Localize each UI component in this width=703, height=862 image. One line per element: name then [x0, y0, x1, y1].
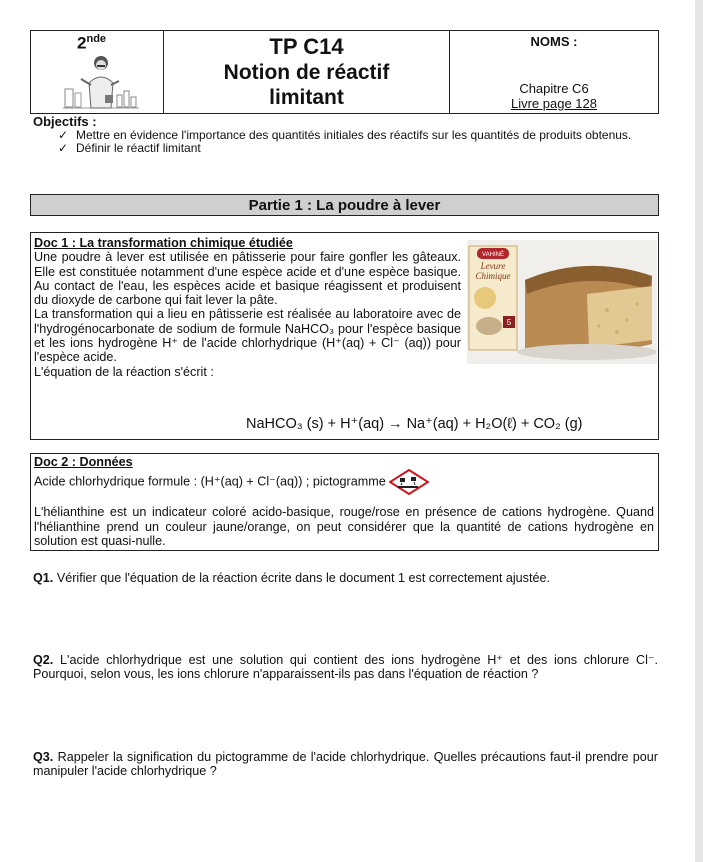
doc1-paragraph-3: L'équation de la réaction s'écrit : [34, 364, 214, 379]
book-page-label: Livre page 128 [510, 96, 597, 111]
objectives-list [58, 129, 658, 155]
package-brand: VAHINÉ [482, 252, 504, 258]
acid-formula-text: Acide chlorhydrique formule : (H⁺(aq) + Cl⁻(aq)) ; pictogramme [34, 474, 386, 489]
question-1: Q1. Vérifier que l'équation de la réaction écrite dans le document 1 est correctement ajustée. [33, 571, 550, 585]
package-line1: Levure [480, 261, 506, 271]
viewer-scroll-edge [695, 0, 703, 862]
doc2-title: Doc 2 : Données [34, 455, 133, 469]
checkmark-icon: ✓ [58, 141, 69, 155]
objective-item: ✓ Définir le réactif limitant [58, 141, 201, 155]
doc1-box [30, 232, 659, 440]
tp-code: TP C14 [269, 34, 344, 59]
corrosive-pictogram-icon [389, 469, 429, 495]
package-line2: Chimique [475, 271, 511, 281]
tp-title-line1: Notion de réactif [223, 61, 390, 84]
doc1-title: Doc 1 : La transformation chimique étudiée [34, 236, 293, 250]
package-count: 5 [506, 318, 512, 327]
question-2: Q2. L'acide chlorhydrique est une solution qui contient des ions hydrogène H⁺ et des ions chlorure Cl⁻. Pourquoi, selon vous, les ions chlorure n'apparaissent-ils pas dans l'équation de réaction ? [33, 653, 659, 682]
chemist-illustration [61, 53, 141, 111]
helianthine-paragraph: L'hélianthine est un indicateur coloré acido-basique, rouge/rose en présence de cations hydrogène. Quand l'hélianthine prend un couleur jaune/orange, on peut considérer que la quantité de cations hydrogène en solution est quasi-nulle. [34, 505, 654, 548]
part1-heading: Partie 1 : La poudre à lever [30, 194, 659, 216]
header-info-cell [450, 31, 658, 113]
class-level: 2nde [77, 33, 107, 53]
checkmark-icon: ✓ [58, 128, 69, 142]
doc1-paragraph-2: La transformation qui a lieu en pâtisserie est réalisée au laboratoire avec de l'hydrogénocarbonate de sodium de formule NaHCO₃ pour l'espèce basique et les ions hydrogène H⁺ de l'acide chlorhydrique (H⁺(aq) + Cl⁻ (aq)) pour l'espèce acide. [34, 307, 461, 365]
header-title-cell [164, 31, 450, 113]
objective-item: ✓ Mettre en évidence l'importance des quantités initiales des réactifs sur les quantités de produits obtenus. [58, 128, 632, 142]
names-label: NOMS : [530, 34, 578, 49]
objectives-title: Objectifs : [33, 114, 97, 129]
reaction-equation: NaHCO₃ (s) + H⁺(aq) → Na⁺(aq) + H₂O(ℓ) + CO₂ (g) [246, 416, 583, 432]
acid-data-line [34, 469, 654, 495]
chapter-info [450, 81, 658, 111]
doc2-box [30, 453, 659, 551]
question-3: Q3. Rappeler la signification du pictogramme de l'acide chlorhydrique. Quelles précautions faut-il prendre pour manipuler l'acide chlorhydrique ? [33, 750, 659, 779]
header-level-cell [31, 31, 164, 113]
chapter-label: Chapitre C6 [519, 81, 589, 96]
tp-title-line2: limitant [269, 86, 344, 109]
header-table [30, 30, 659, 114]
baking-powder-photo [467, 240, 657, 364]
doc1-paragraph-1: Une poudre à lever est utilisée en pâtisserie pour faire gonfler les gâteaux. Elle est constituée notamment d'une espèce acide et d'une espèce basique. Au contact de l'eau, les espèces acide et basique réagissent et produisent du dioxyde de carbone qui fait lever la pâte. [34, 250, 461, 308]
